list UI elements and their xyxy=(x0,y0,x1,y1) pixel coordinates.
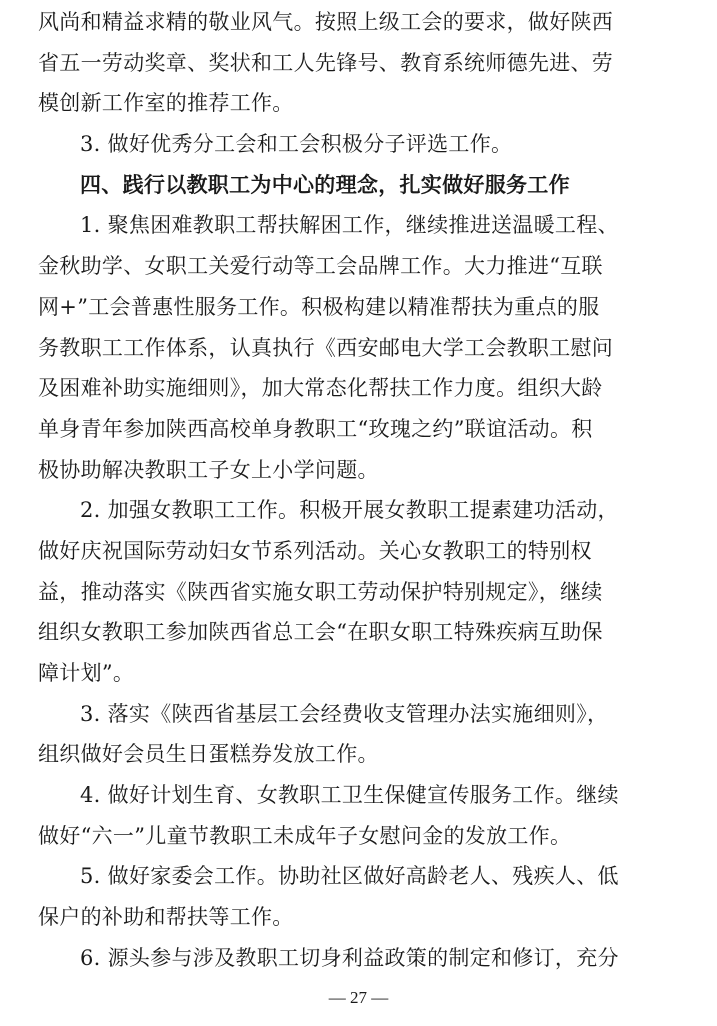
text-line: 做好“六一”儿童节教职工未成年子女慰问金的发放工作。 xyxy=(38,823,572,848)
text-line: 极协助解决教职工子女上小学问题。 xyxy=(38,457,379,482)
text-line: 及困难补助实施细则》，加大常态化帮扶工作力度。组织大龄 xyxy=(38,376,603,401)
document-body xyxy=(38,2,650,979)
text-line: 组织做好会员生日蛋糕券发放工作。 xyxy=(38,742,379,767)
text-line: 5. 做好家委会工作。协助社区做好高龄老人、残疾人、低 xyxy=(80,864,619,889)
text-line: 障计划”。 xyxy=(38,661,135,685)
text-line: 组织女教职工参加陕西省总工会“在职女职工特殊疾病互助保 xyxy=(38,620,603,645)
text-line: 单身青年参加陕西高校单身教职工“玫瑰之约”联谊活动。积 xyxy=(38,416,593,441)
text-line: 益，推动落实《陕西省实施女职工劳动保护特别规定》，继续 xyxy=(38,579,603,604)
text-line: 3. 做好优秀分工会和工会积极分子评选工作。 xyxy=(80,132,513,157)
text-line: 3. 落实《陕西省基层工会经费收支管理办法实施细则》， xyxy=(80,701,609,726)
text-line: 6. 源头参与涉及教职工切身利益政策的制定和修订，充分 xyxy=(80,945,619,970)
page-number: — 27 — xyxy=(328,988,389,1007)
text-line: 省五一劳动奖章、奖状和工人先锋号、教育系统师德先进、劳 xyxy=(38,50,614,75)
text-line: 模创新工作室的推荐工作。 xyxy=(38,91,294,116)
text-line: 做好庆祝国际劳动妇女节系列活动。关心女教职工的特别权 xyxy=(38,538,592,563)
text-line: 金秋助学、女职工关爱行动等工会品牌工作。大力推进“互联 xyxy=(38,254,603,279)
section-heading: 四、践行以教职工为中心的理念，扎实做好服务工作 xyxy=(80,172,570,197)
text-line: 务教职工工作体系，认真执行《西安邮电大学工会教职工慰问 xyxy=(38,335,614,360)
text-line: 1. 聚焦困难教职工帮扶解困工作，继续推进送温暖工程、 xyxy=(80,213,619,238)
text-line: 风尚和精益求精的敬业风气。按照上级工会的要求，做好陕西 xyxy=(38,10,614,34)
text-line: 网+”工会普惠性服务工作。积极构建以精准帮扶为重点的服 xyxy=(38,294,600,319)
text-line: 4. 做好计划生育、女教职工卫生保健宣传服务工作。继续 xyxy=(80,783,619,808)
text-line: 保户的补助和帮扶等工作。 xyxy=(38,905,294,930)
text-line: 2. 加强女教职工工作。积极开展女教职工提素建功活动， xyxy=(80,498,619,523)
